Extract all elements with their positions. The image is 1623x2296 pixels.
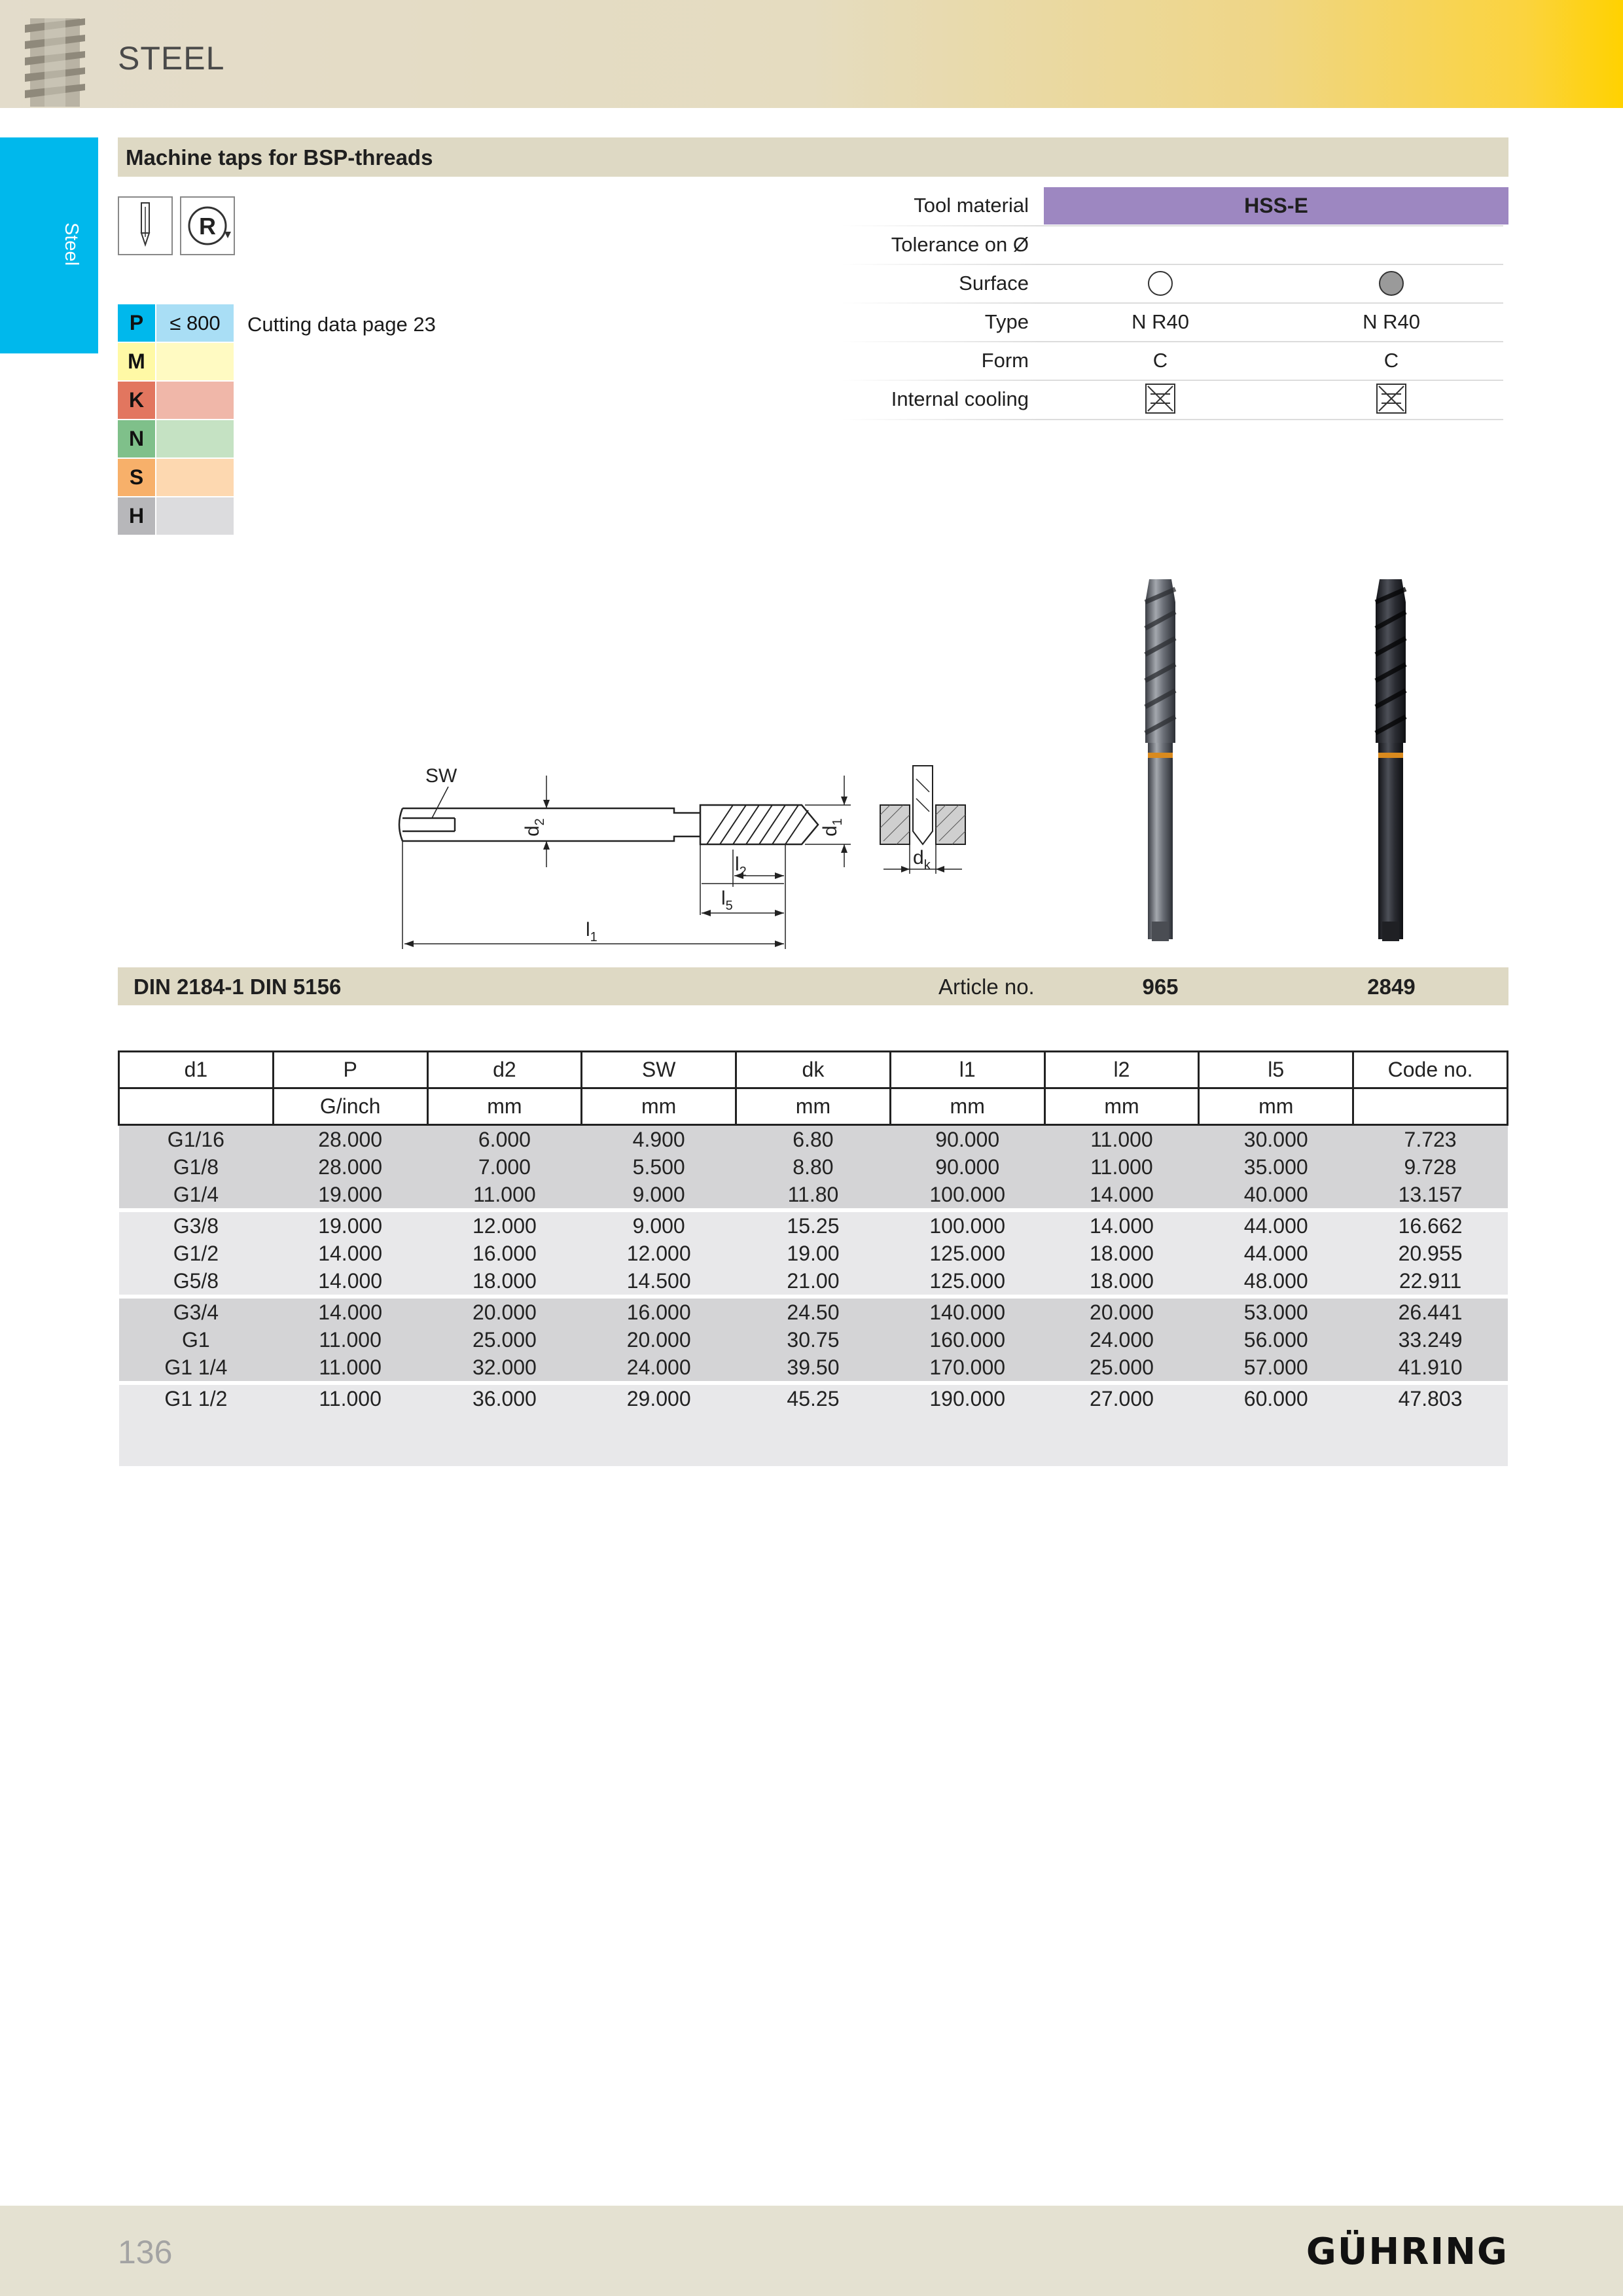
table-cell: 20.000: [427, 1299, 582, 1326]
table-cell: 11.000: [1044, 1153, 1199, 1181]
dim-sw: SW: [425, 765, 457, 787]
article-label: Article no.: [938, 975, 1035, 999]
table-cell: 19.000: [273, 1181, 427, 1208]
table-cell: 35.000: [1199, 1153, 1353, 1181]
table-cell: 90.000: [890, 1153, 1044, 1181]
table-row: [119, 1181, 1508, 1208]
spec-label-type: Type: [984, 310, 1029, 333]
unit-cell: mm: [890, 1088, 1044, 1125]
divider: [841, 302, 1503, 304]
table-cell: 22.911: [1353, 1267, 1508, 1295]
unit-cell: [119, 1088, 274, 1125]
table-cell: 30.000: [1199, 1125, 1353, 1154]
material-letter: N: [118, 420, 155, 457]
tap-type-icon: [118, 196, 173, 255]
table-cell: 20.000: [582, 1326, 736, 1354]
table-cell: 6.000: [427, 1125, 582, 1154]
no-internal-cooling-icon: [1145, 384, 1175, 414]
table-cell: 11.000: [273, 1385, 427, 1412]
surface-bright-icon: [1148, 271, 1173, 296]
table-cell: 41.910: [1353, 1354, 1508, 1381]
table-cell: 14.000: [273, 1267, 427, 1295]
table-cell: 14.000: [1044, 1212, 1199, 1240]
material-row-s: [118, 459, 232, 496]
column-header: SW: [582, 1052, 736, 1088]
table-cell: 170.000: [890, 1354, 1044, 1381]
divider: [841, 341, 1503, 342]
type-value: N R40: [1363, 310, 1420, 333]
table-cell: 11.000: [273, 1354, 427, 1381]
table-cell: 16.000: [582, 1299, 736, 1326]
table-cell: 160.000: [890, 1326, 1044, 1354]
material-row-p: [118, 304, 232, 342]
divider: [841, 264, 1503, 265]
table-cell: 53.000: [1199, 1299, 1353, 1326]
table-cell: 16.000: [427, 1240, 582, 1267]
divider: [841, 225, 1503, 226]
table-cell: 7.000: [427, 1153, 582, 1181]
table-cell: 5.500: [582, 1153, 736, 1181]
table-cell: G3/8: [119, 1212, 274, 1240]
table-filler: [119, 1412, 1508, 1466]
divider: [841, 419, 1503, 420]
spec-label-internal-cooling: Internal cooling: [891, 387, 1029, 410]
table-cell: 15.25: [736, 1212, 891, 1240]
unit-cell: G/inch: [273, 1088, 427, 1125]
table-row: [119, 1354, 1508, 1381]
table-cell: 32.000: [427, 1354, 582, 1381]
divider: [841, 380, 1503, 381]
right-hand-rotation-icon: [180, 196, 235, 255]
material-value: ≤ 800: [156, 304, 234, 342]
material-letter: K: [118, 382, 155, 419]
cutting-data-link[interactable]: Cutting data page 23: [247, 313, 436, 336]
material-value: [156, 420, 234, 457]
table-row: [119, 1299, 1508, 1326]
tap-photo-965: [1124, 576, 1196, 956]
svg-text:d1: $d_1$: [819, 818, 845, 836]
table-cell: 30.75: [736, 1326, 891, 1354]
svg-text:dk: $d_k$: [913, 847, 931, 872]
table-cell: 4.900: [582, 1125, 736, 1154]
table-cell: 12.000: [427, 1212, 582, 1240]
product-title-bar: [118, 137, 1508, 177]
column-header: dk: [736, 1052, 891, 1088]
section-title: STEEL: [118, 40, 225, 77]
article-number: 2849: [1367, 975, 1416, 999]
table-header-row: [119, 1052, 1508, 1088]
product-title: Machine taps for BSP-threads: [126, 145, 433, 170]
material-row-k: [118, 382, 232, 419]
table-cell: 19.000: [273, 1212, 427, 1240]
unit-cell: mm: [582, 1088, 736, 1125]
page-footer: [0, 2206, 1623, 2296]
table-cell: 24.50: [736, 1299, 891, 1326]
unit-cell: mm: [427, 1088, 582, 1125]
material-row-n: [118, 420, 232, 457]
table-cell: 25.000: [1044, 1354, 1199, 1381]
table-cell: 9.000: [582, 1181, 736, 1208]
table-cell: 44.000: [1199, 1240, 1353, 1267]
table-cell: 140.000: [890, 1299, 1044, 1326]
din-standard: DIN 2184-1 DIN 5156: [134, 975, 342, 999]
material-letter: H: [118, 497, 155, 535]
svg-text:l2: $l_2$: [735, 853, 747, 879]
table-cell: 44.000: [1199, 1212, 1353, 1240]
table-cell: 14.000: [273, 1299, 427, 1326]
table-cell: 18.000: [1044, 1267, 1199, 1295]
table-cell: 11.000: [273, 1326, 427, 1354]
no-internal-cooling-icon: [1376, 384, 1406, 414]
surface-coated-icon: [1379, 271, 1404, 296]
article-number: 965: [1142, 975, 1179, 999]
column-header: l1: [890, 1052, 1044, 1088]
table-cell: 56.000: [1199, 1326, 1353, 1354]
table-cell: 14.000: [273, 1240, 427, 1267]
material-letter: S: [118, 459, 155, 496]
table-cell: 8.80: [736, 1153, 891, 1181]
table-cell: 19.00: [736, 1240, 891, 1267]
spec-label-form: Form: [981, 349, 1029, 372]
table-cell: 12.000: [582, 1240, 736, 1267]
table-cell: 47.803: [1353, 1385, 1508, 1412]
svg-text:d2: $d_2$: [522, 818, 547, 836]
table-cell: 57.000: [1199, 1354, 1353, 1381]
unit-cell: [1353, 1088, 1508, 1125]
column-header: P: [273, 1052, 427, 1088]
table-cell: 60.000: [1199, 1385, 1353, 1412]
table-cell: 14.000: [1044, 1181, 1199, 1208]
side-tab-steel[interactable]: [0, 137, 98, 353]
table-cell: 11.000: [1044, 1125, 1199, 1154]
table-row: [119, 1267, 1508, 1295]
page-header: [0, 0, 1623, 108]
table-cell: 18.000: [427, 1267, 582, 1295]
table-cell: 16.662: [1353, 1212, 1508, 1240]
table-cell: 45.25: [736, 1385, 891, 1412]
dimension-table: [118, 1050, 1508, 1466]
article-bar: [118, 967, 1508, 1005]
table-row: [119, 1125, 1508, 1154]
table-cell: 9.000: [582, 1212, 736, 1240]
svg-text:R: R: [199, 213, 216, 240]
table-cell: 48.000: [1199, 1267, 1353, 1295]
table-row: [119, 1240, 1508, 1267]
spec-label-tolerance: Tolerance on Ø: [891, 233, 1029, 256]
table-cell: 25.000: [427, 1326, 582, 1354]
column-header: l5: [1199, 1052, 1353, 1088]
brand-logo: GÜHRING: [1306, 2231, 1508, 2273]
table-cell: 9.728: [1353, 1153, 1508, 1181]
table-cell: 21.00: [736, 1267, 891, 1295]
column-header: Code no.: [1353, 1052, 1508, 1088]
table-cell: 13.157: [1353, 1181, 1508, 1208]
table-cell: 20.955: [1353, 1240, 1508, 1267]
table-cell: G1 1/2: [119, 1385, 274, 1412]
table-cell: 125.000: [890, 1240, 1044, 1267]
table-cell: G1 1/4: [119, 1354, 274, 1381]
table-cell: 24.000: [582, 1354, 736, 1381]
column-header: l2: [1044, 1052, 1199, 1088]
table-unit-row: [119, 1088, 1508, 1125]
material-value: [156, 497, 234, 535]
svg-text:l5: $l_5$: [721, 888, 733, 913]
table-cell: 11.000: [427, 1181, 582, 1208]
unit-cell: mm: [1044, 1088, 1199, 1125]
table-cell: 6.80: [736, 1125, 891, 1154]
table-cell: G3/4: [119, 1299, 274, 1326]
table-cell: G1: [119, 1326, 274, 1354]
table-cell: G1/8: [119, 1153, 274, 1181]
table-cell: 7.723: [1353, 1125, 1508, 1154]
unit-cell: mm: [736, 1088, 891, 1125]
spec-label-surface: Surface: [959, 272, 1029, 295]
table-cell: G1/2: [119, 1240, 274, 1267]
table-cell: 190.000: [890, 1385, 1044, 1412]
table-cell: G5/8: [119, 1267, 274, 1295]
table-cell: 26.441: [1353, 1299, 1508, 1326]
form-value: C: [1152, 349, 1168, 372]
table-row: [119, 1212, 1508, 1240]
table-cell: 125.000: [890, 1267, 1044, 1295]
table-row: [119, 1153, 1508, 1181]
table-cell: 100.000: [890, 1212, 1044, 1240]
side-tab-label: Steel: [61, 223, 82, 266]
table-row: [119, 1326, 1508, 1354]
page-number: 136: [118, 2234, 173, 2270]
table-cell: 11.80: [736, 1181, 891, 1208]
material-value: [156, 459, 234, 496]
table-cell: 100.000: [890, 1181, 1044, 1208]
form-value: C: [1383, 349, 1399, 372]
table-cell: 18.000: [1044, 1240, 1199, 1267]
table-row: [119, 1385, 1508, 1412]
table-cell: G1/4: [119, 1181, 274, 1208]
material-row-m: [118, 343, 232, 380]
material-letter: M: [118, 343, 155, 380]
material-row-h: [118, 497, 232, 535]
table-cell: 33.249: [1353, 1326, 1508, 1354]
technical-drawing: [386, 753, 975, 956]
table-cell: 36.000: [427, 1385, 582, 1412]
unit-cell: mm: [1199, 1088, 1353, 1125]
table-cell: 24.000: [1044, 1326, 1199, 1354]
tap-photo-2849: [1355, 576, 1427, 956]
material-value: [156, 382, 234, 419]
table-cell: 90.000: [890, 1125, 1044, 1154]
column-header: d1: [119, 1052, 274, 1088]
table-cell: 28.000: [273, 1125, 427, 1154]
table-cell: 40.000: [1199, 1181, 1353, 1208]
table-cell: G1/16: [119, 1125, 274, 1154]
material-value: [156, 343, 234, 380]
table-cell: 28.000: [273, 1153, 427, 1181]
table-cell: 14.500: [582, 1267, 736, 1295]
table-cell: 27.000: [1044, 1385, 1199, 1412]
tool-material-value: HSS-E: [1044, 187, 1508, 224]
table-cell: 39.50: [736, 1354, 891, 1381]
table-cell: 20.000: [1044, 1299, 1199, 1326]
column-header: d2: [427, 1052, 582, 1088]
spec-label-tool-material: Tool material: [914, 194, 1029, 217]
svg-text:l1: $l_1$: [586, 919, 597, 944]
type-value: N R40: [1132, 310, 1189, 333]
material-letter: P: [118, 304, 155, 342]
table-cell: 29.000: [582, 1385, 736, 1412]
thread-icon: [18, 18, 92, 107]
